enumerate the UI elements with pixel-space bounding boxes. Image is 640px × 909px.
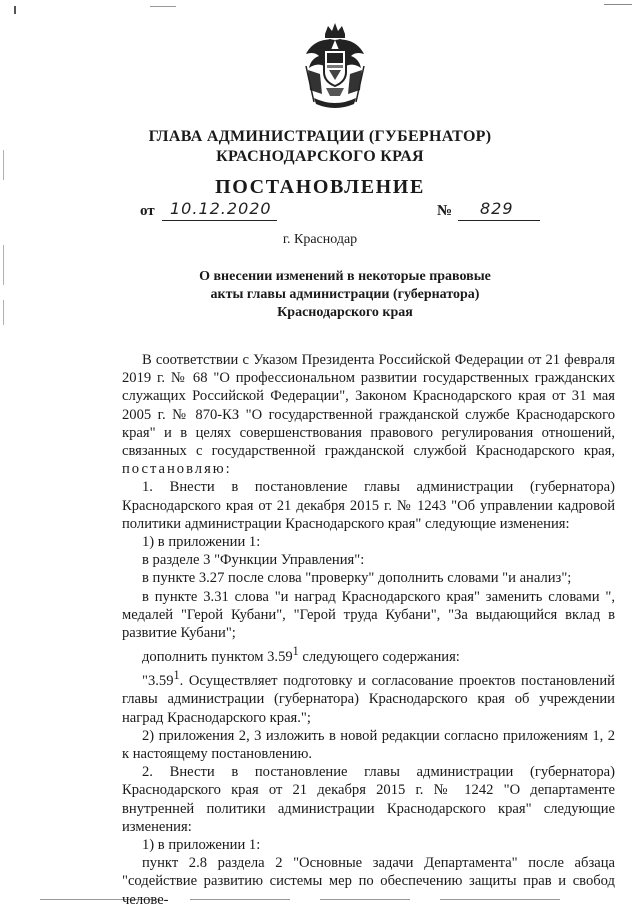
- scan-mark-top-right: [604, 4, 632, 5]
- date-underline: [162, 220, 277, 221]
- number-prefix: №: [437, 203, 453, 219]
- body-paragraph: в разделе 3 "Функции Управления":: [142, 552, 365, 569]
- authority-header-line-1: ГЛАВА АДМИНИСТРАЦИИ (ГУБЕРНАТОР): [148, 128, 492, 145]
- superscript: 1: [173, 668, 180, 683]
- document-subject: [150, 268, 540, 322]
- superscript: 1: [292, 644, 299, 659]
- body-paragraph-text: В соответствии с Указом Президента Российской Федерации от 21 февраля 2019 г. № 68 "О профессиональном развитии государственных гражданских служащих Российской Федерации", Законом Краснодарского края от 31 мая 2005 г. № 870-КЗ "О государственной гражданской службе Краснодарского края" и в целях совершенствования правового регулирования отношений, связанных с государственной гражданской службой Краснодарского края,: [122, 352, 615, 460]
- body-text-fragment: следующего содержания:: [298, 649, 460, 666]
- body-text-fragment: "3.59: [142, 673, 174, 690]
- scan-edge-line: [3, 300, 4, 325]
- body-text-fragment: дополнить пунктом 3.59: [142, 649, 293, 666]
- body-paragraph: [122, 666, 615, 726]
- body-paragraph: 1. Внести в постановление главы администрации (губернатора) Краснодарского края от 21 декабря 2015 г. № 1243 "Об управлении кадровой политики администрации Краснодарского края" следующие изменения:: [122, 479, 615, 532]
- body-text-fragment: . Осуществляет подготовку и согласование проектов постановлений главы администрации (губернатора) Краснодарского края об учреждении наград Краснодарского края.";: [122, 673, 615, 726]
- scan-edge-line: [3, 245, 4, 285]
- subject-line-3: Краснодарского края: [277, 305, 413, 320]
- body-paragraph: в пункте 3.31 слова "и наград Краснодарского края" заменить словами ", медалей "Герой Кубани", "Герой труда Кубани", "За выдающийся вклад в развитие Кубани";: [122, 588, 615, 642]
- body-paragraph: в пункте 3.27 после слова "проверку" дополнить словами "и анализ";: [142, 570, 572, 587]
- body-paragraph: пункт 2.8 раздела 2 "Основные задачи Департамента" после абзаца "содействие развитию системы мер по обеспечению защиты прав и свобод челове-: [122, 855, 615, 908]
- coat-of-arms-emblem: [300, 20, 370, 108]
- body-paragraph: [122, 642, 615, 666]
- body-paragraph: 2) приложения 2, 3 изложить в новой редакции согласно приложениям 1, 2 к настоящему постановлению.: [122, 727, 615, 762]
- scan-mark-top-left: [14, 6, 16, 14]
- scan-mark-top: [150, 6, 176, 7]
- document-type-title: ПОСТАНОВЛЕНИЕ: [215, 176, 425, 198]
- authority-header-line-2: КРАСНОДАРСКОГО КРАЯ: [216, 148, 424, 165]
- date-handwritten: 10.12.2020: [170, 199, 272, 218]
- body-paragraph: [122, 351, 615, 478]
- body-paragraph: 1) в приложении 1:: [142, 837, 261, 853]
- body-paragraph: 1) в приложении 1:: [142, 534, 261, 551]
- subject-line-1: О внесении изменений в некоторые правовые: [199, 269, 491, 284]
- document-body: [122, 351, 615, 909]
- number-underline: [458, 220, 540, 221]
- date-prefix: от: [140, 203, 155, 219]
- body-paragraph: 2. Внести в постановление главы администрации (губернатора) Краснодарского края от 21 декабря 2015 г. № 1242 "О департаменте внутренней политики администрации Краснодарского края" следующие изменения:: [122, 764, 615, 835]
- resolution-word: постановляю:: [122, 461, 232, 478]
- subject-line-2: акты главы администрации (губернатора): [210, 287, 480, 302]
- number-handwritten: 829: [480, 199, 514, 218]
- city-label: г. Краснодар: [282, 232, 358, 247]
